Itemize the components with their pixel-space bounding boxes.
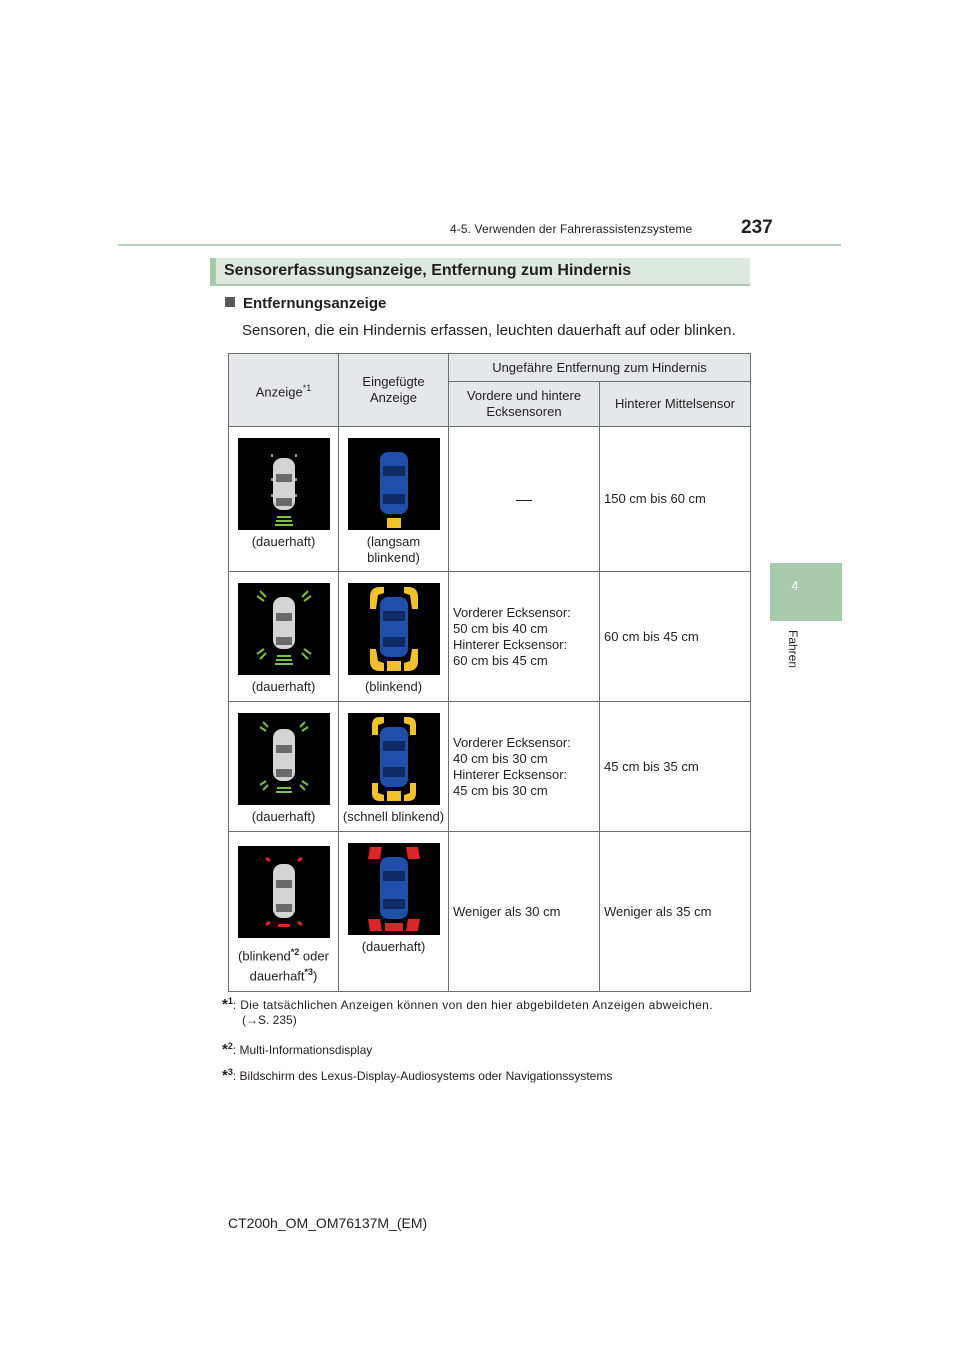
table-row xyxy=(229,832,751,992)
running-header: 4-5. Verwenden der Fahrerassistenzsysteme xyxy=(450,222,693,236)
corner-distance: Weniger als 30 cm xyxy=(449,832,600,992)
inserted-caption: (dauerhaft) xyxy=(361,939,426,954)
mid-display-cell xyxy=(229,572,339,702)
header-entfernung: Ungefähre Entfernung zum Hindernis xyxy=(449,354,751,382)
table-row xyxy=(229,702,751,832)
inserted-caption: (langsam blinkend) xyxy=(366,534,421,565)
center-distance: 60 cm bis 45 cm xyxy=(600,572,751,702)
page-number: 237 xyxy=(741,217,773,238)
corner-distance: Vorderer Ecksensor: 50 cm bis 40 cm Hinterer Ecksensor: 60 cm bis 45 cm xyxy=(449,572,600,702)
header-hinterer: Hinterer Mittelsensor xyxy=(600,382,751,427)
header-vordere: Vordere und hintere Ecksensoren xyxy=(449,382,600,427)
distance-table xyxy=(228,353,751,992)
inserted-display-cell xyxy=(339,572,449,702)
inserted-caption: (schnell blinkend) xyxy=(342,809,445,824)
display-caption: (blinkend$^{*2}$ oder dauerhaft$^{*3}$) xyxy=(238,947,329,984)
intro-text: Sensoren, die ein Hindernis erfassen, leuchten dauerhaft auf oder blinken. xyxy=(242,322,736,339)
mid-display-cell xyxy=(229,832,339,992)
display-caption: (dauerhaft) xyxy=(251,809,316,824)
inserted-display-icon xyxy=(348,713,440,805)
section-title: Sensorerfassungsanzeige, Entfernung zum Hindernis xyxy=(224,262,632,279)
center-distance: 45 cm bis 35 cm xyxy=(600,702,751,832)
table-row xyxy=(229,572,751,702)
section-title-bar xyxy=(210,258,750,286)
footnote-3: *$^3$: Bildschirm des Lexus-Display-Audiosystems oder Navigationssystems xyxy=(222,1067,613,1084)
inserted-caption: (blinkend) xyxy=(364,679,423,694)
header-anzeige: Anzeige$^{*1}$ xyxy=(229,354,339,427)
inserted-display-cell xyxy=(339,427,449,572)
corner-distance xyxy=(449,427,600,572)
inserted-display-cell xyxy=(339,832,449,992)
mid-display-cell xyxy=(229,427,339,572)
header-rule xyxy=(118,244,841,246)
center-distance: 150 cm bis 60 cm xyxy=(600,427,751,572)
multi-info-display-icon xyxy=(238,583,330,675)
footnote-1: *$^1$: Die tatsächlichen Anzeigen können von den hier abgebildeten Anzeigen abweichen. (→S. 235) xyxy=(222,996,713,1027)
display-caption: (dauerhaft) xyxy=(251,534,316,549)
multi-info-display-icon xyxy=(238,438,330,530)
dash xyxy=(516,500,532,501)
corner-distance: Vorderer Ecksensor: 40 cm bis 30 cm Hinterer Ecksensor: 45 cm bis 30 cm xyxy=(449,702,600,832)
header-eingefuegte: Eingefügte Anzeige xyxy=(339,354,449,427)
display-caption: (dauerhaft) xyxy=(251,679,316,694)
multi-info-display-icon xyxy=(238,846,330,938)
document-code: CT200h_OM_OM76137M_(EM) xyxy=(228,1215,428,1231)
chapter-tab-number: 4 xyxy=(791,578,799,593)
table-row xyxy=(229,427,751,572)
square-bullet-icon xyxy=(225,297,235,307)
chapter-tab-label: Fahren xyxy=(786,630,800,669)
inserted-display-cell xyxy=(339,702,449,832)
footnote-2: *$^2$: Multi-Informationsdisplay xyxy=(222,1041,373,1058)
center-distance: Weniger als 35 cm xyxy=(600,832,751,992)
subheading: Entfernungsanzeige xyxy=(225,295,386,312)
inserted-display-icon xyxy=(348,843,440,935)
inserted-display-icon xyxy=(348,438,440,530)
mid-display-cell xyxy=(229,702,339,832)
multi-info-display-icon xyxy=(238,713,330,805)
inserted-display-icon xyxy=(348,583,440,675)
